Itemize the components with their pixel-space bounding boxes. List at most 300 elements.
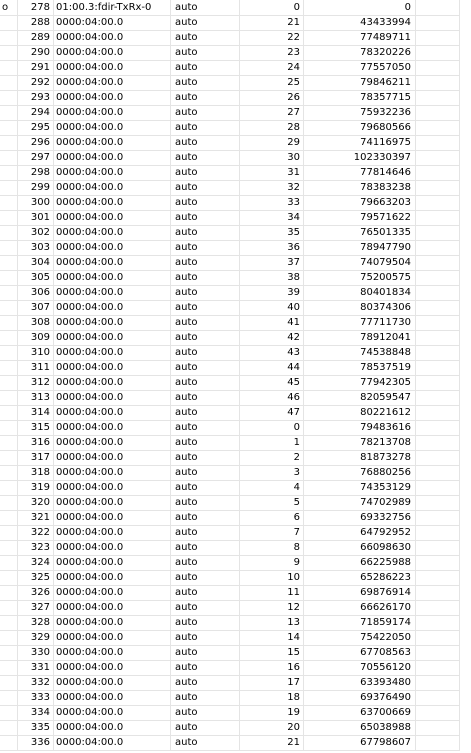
source-cell[interactable]: 01:00.3:fdir-TxRx-0 <box>54 0 171 15</box>
row-id-cell[interactable]: 319 <box>18 480 54 495</box>
count-cell[interactable]: 80221612 <box>304 405 416 420</box>
queue-cell[interactable]: 42 <box>240 330 304 345</box>
count-cell[interactable]: 64792952 <box>304 525 416 540</box>
source-cell[interactable]: 0000:04:00.0 <box>54 90 171 105</box>
marker-cell[interactable] <box>0 645 18 660</box>
source-cell[interactable]: 0000:04:00.0 <box>54 180 171 195</box>
queue-cell[interactable]: 35 <box>240 225 304 240</box>
empty-cell[interactable] <box>416 540 460 555</box>
empty-cell[interactable] <box>416 30 460 45</box>
count-cell[interactable]: 78357715 <box>304 90 416 105</box>
queue-cell[interactable]: 29 <box>240 135 304 150</box>
row-id-cell[interactable]: 318 <box>18 465 54 480</box>
queue-cell[interactable]: 44 <box>240 360 304 375</box>
mode-cell[interactable]: auto <box>171 240 240 255</box>
mode-cell[interactable]: auto <box>171 375 240 390</box>
queue-cell[interactable]: 1 <box>240 435 304 450</box>
mode-cell[interactable]: auto <box>171 330 240 345</box>
row-id-cell[interactable]: 293 <box>18 90 54 105</box>
queue-cell[interactable]: 13 <box>240 615 304 630</box>
empty-cell[interactable] <box>416 705 460 720</box>
row-id-cell[interactable]: 291 <box>18 60 54 75</box>
count-cell[interactable]: 66098630 <box>304 540 416 555</box>
row-id-cell[interactable]: 294 <box>18 105 54 120</box>
mode-cell[interactable]: auto <box>171 570 240 585</box>
mode-cell[interactable]: auto <box>171 285 240 300</box>
row-id-cell[interactable]: 312 <box>18 375 54 390</box>
empty-cell[interactable] <box>416 0 460 15</box>
marker-cell[interactable] <box>0 225 18 240</box>
row-id-cell[interactable]: 327 <box>18 600 54 615</box>
count-cell[interactable]: 71859174 <box>304 615 416 630</box>
mode-cell[interactable]: auto <box>171 510 240 525</box>
marker-cell[interactable] <box>0 495 18 510</box>
count-cell[interactable]: 76880256 <box>304 465 416 480</box>
empty-cell[interactable] <box>416 270 460 285</box>
source-cell[interactable]: 0000:04:00.0 <box>54 615 171 630</box>
empty-cell[interactable] <box>416 285 460 300</box>
source-cell[interactable]: 0000:04:00.0 <box>54 300 171 315</box>
source-cell[interactable]: 0000:04:00.0 <box>54 510 171 525</box>
marker-cell[interactable] <box>0 465 18 480</box>
marker-cell[interactable] <box>0 135 18 150</box>
source-cell[interactable]: 0000:04:00.0 <box>54 675 171 690</box>
count-cell[interactable]: 65286223 <box>304 570 416 585</box>
row-id-cell[interactable]: 306 <box>18 285 54 300</box>
source-cell[interactable]: 0000:04:00.0 <box>54 360 171 375</box>
mode-cell[interactable]: auto <box>171 345 240 360</box>
empty-cell[interactable] <box>416 120 460 135</box>
marker-cell[interactable] <box>0 390 18 405</box>
queue-cell[interactable]: 14 <box>240 630 304 645</box>
marker-cell[interactable] <box>0 150 18 165</box>
mode-cell[interactable]: auto <box>171 90 240 105</box>
source-cell[interactable]: 0000:04:00.0 <box>54 540 171 555</box>
queue-cell[interactable]: 10 <box>240 570 304 585</box>
marker-cell[interactable] <box>0 330 18 345</box>
empty-cell[interactable] <box>416 240 460 255</box>
queue-cell[interactable]: 8 <box>240 540 304 555</box>
count-cell[interactable]: 77814646 <box>304 165 416 180</box>
count-cell[interactable]: 77557050 <box>304 60 416 75</box>
source-cell[interactable]: 0000:04:00.0 <box>54 225 171 240</box>
source-cell[interactable]: 0000:04:00.0 <box>54 450 171 465</box>
queue-cell[interactable]: 20 <box>240 720 304 735</box>
source-cell[interactable]: 0000:04:00.0 <box>54 735 171 750</box>
empty-cell[interactable] <box>416 390 460 405</box>
count-cell[interactable]: 77942305 <box>304 375 416 390</box>
marker-cell[interactable] <box>0 15 18 30</box>
mode-cell[interactable]: auto <box>171 150 240 165</box>
marker-cell[interactable] <box>0 570 18 585</box>
empty-cell[interactable] <box>416 315 460 330</box>
queue-cell[interactable]: 22 <box>240 30 304 45</box>
source-cell[interactable]: 0000:04:00.0 <box>54 30 171 45</box>
marker-cell[interactable] <box>0 105 18 120</box>
marker-cell[interactable] <box>0 615 18 630</box>
marker-cell[interactable] <box>0 360 18 375</box>
row-id-cell[interactable]: 311 <box>18 360 54 375</box>
row-id-cell[interactable]: 331 <box>18 660 54 675</box>
row-id-cell[interactable]: 332 <box>18 675 54 690</box>
row-id-cell[interactable]: 316 <box>18 435 54 450</box>
row-id-cell[interactable]: 334 <box>18 705 54 720</box>
marker-cell[interactable] <box>0 600 18 615</box>
row-id-cell[interactable]: 322 <box>18 525 54 540</box>
mode-cell[interactable]: auto <box>171 165 240 180</box>
row-id-cell[interactable]: 335 <box>18 720 54 735</box>
mode-cell[interactable]: auto <box>171 450 240 465</box>
count-cell[interactable]: 78912041 <box>304 330 416 345</box>
queue-cell[interactable]: 9 <box>240 555 304 570</box>
count-cell[interactable]: 74116975 <box>304 135 416 150</box>
row-id-cell[interactable]: 292 <box>18 75 54 90</box>
mode-cell[interactable]: auto <box>171 465 240 480</box>
source-cell[interactable]: 0000:04:00.0 <box>54 390 171 405</box>
row-id-cell[interactable]: 295 <box>18 120 54 135</box>
count-cell[interactable]: 43433994 <box>304 15 416 30</box>
source-cell[interactable]: 0000:04:00.0 <box>54 690 171 705</box>
count-cell[interactable]: 77489711 <box>304 30 416 45</box>
marker-cell[interactable] <box>0 180 18 195</box>
empty-cell[interactable] <box>416 675 460 690</box>
row-id-cell[interactable]: 326 <box>18 585 54 600</box>
count-cell[interactable]: 79846211 <box>304 75 416 90</box>
queue-cell[interactable]: 25 <box>240 75 304 90</box>
empty-cell[interactable] <box>416 105 460 120</box>
mode-cell[interactable]: auto <box>171 120 240 135</box>
row-id-cell[interactable]: 300 <box>18 195 54 210</box>
count-cell[interactable]: 75422050 <box>304 630 416 645</box>
marker-cell[interactable] <box>0 720 18 735</box>
empty-cell[interactable] <box>416 135 460 150</box>
queue-cell[interactable]: 36 <box>240 240 304 255</box>
source-cell[interactable]: 0000:04:00.0 <box>54 600 171 615</box>
marker-cell[interactable] <box>0 60 18 75</box>
marker-cell[interactable] <box>0 270 18 285</box>
source-cell[interactable]: 0000:04:00.0 <box>54 195 171 210</box>
mode-cell[interactable]: auto <box>171 690 240 705</box>
source-cell[interactable]: 0000:04:00.0 <box>54 75 171 90</box>
mode-cell[interactable]: auto <box>171 405 240 420</box>
count-cell[interactable]: 74353129 <box>304 480 416 495</box>
marker-cell[interactable] <box>0 300 18 315</box>
count-cell[interactable]: 69376490 <box>304 690 416 705</box>
row-id-cell[interactable]: 288 <box>18 15 54 30</box>
queue-cell[interactable]: 0 <box>240 420 304 435</box>
queue-cell[interactable]: 18 <box>240 690 304 705</box>
count-cell[interactable]: 66225988 <box>304 555 416 570</box>
empty-cell[interactable] <box>416 75 460 90</box>
marker-cell[interactable] <box>0 255 18 270</box>
source-cell[interactable]: 0000:04:00.0 <box>54 135 171 150</box>
row-id-cell[interactable]: 305 <box>18 270 54 285</box>
count-cell[interactable]: 74538848 <box>304 345 416 360</box>
empty-cell[interactable] <box>416 585 460 600</box>
count-cell[interactable]: 78537519 <box>304 360 416 375</box>
queue-cell[interactable]: 23 <box>240 45 304 60</box>
mode-cell[interactable]: auto <box>171 255 240 270</box>
source-cell[interactable]: 0000:04:00.0 <box>54 660 171 675</box>
mode-cell[interactable]: auto <box>171 270 240 285</box>
row-id-cell[interactable]: 313 <box>18 390 54 405</box>
mode-cell[interactable]: auto <box>171 300 240 315</box>
empty-cell[interactable] <box>416 330 460 345</box>
source-cell[interactable]: 0000:04:00.0 <box>54 105 171 120</box>
empty-cell[interactable] <box>416 495 460 510</box>
source-cell[interactable]: 0000:04:00.0 <box>54 705 171 720</box>
marker-cell[interactable] <box>0 660 18 675</box>
queue-cell[interactable]: 41 <box>240 315 304 330</box>
empty-cell[interactable] <box>416 60 460 75</box>
empty-cell[interactable] <box>416 645 460 660</box>
count-cell[interactable]: 69332756 <box>304 510 416 525</box>
queue-cell[interactable]: 27 <box>240 105 304 120</box>
empty-cell[interactable] <box>416 225 460 240</box>
source-cell[interactable]: 0000:04:00.0 <box>54 240 171 255</box>
empty-cell[interactable] <box>416 255 460 270</box>
empty-cell[interactable] <box>416 180 460 195</box>
source-cell[interactable]: 0000:04:00.0 <box>54 270 171 285</box>
mode-cell[interactable]: auto <box>171 45 240 60</box>
row-id-cell[interactable]: 304 <box>18 255 54 270</box>
source-cell[interactable]: 0000:04:00.0 <box>54 120 171 135</box>
queue-cell[interactable]: 32 <box>240 180 304 195</box>
marker-cell[interactable] <box>0 630 18 645</box>
empty-cell[interactable] <box>416 165 460 180</box>
count-cell[interactable]: 67708563 <box>304 645 416 660</box>
marker-cell[interactable] <box>0 690 18 705</box>
mode-cell[interactable]: auto <box>171 315 240 330</box>
row-id-cell[interactable]: 289 <box>18 30 54 45</box>
count-cell[interactable]: 102330397 <box>304 150 416 165</box>
mode-cell[interactable]: auto <box>171 360 240 375</box>
queue-cell[interactable]: 21 <box>240 735 304 750</box>
mode-cell[interactable]: auto <box>171 735 240 750</box>
row-id-cell[interactable]: 314 <box>18 405 54 420</box>
empty-cell[interactable] <box>416 90 460 105</box>
empty-cell[interactable] <box>416 480 460 495</box>
source-cell[interactable]: 0000:04:00.0 <box>54 315 171 330</box>
queue-cell[interactable]: 21 <box>240 15 304 30</box>
row-id-cell[interactable]: 308 <box>18 315 54 330</box>
queue-cell[interactable]: 30 <box>240 150 304 165</box>
queue-cell[interactable]: 12 <box>240 600 304 615</box>
source-cell[interactable]: 0000:04:00.0 <box>54 570 171 585</box>
mode-cell[interactable]: auto <box>171 135 240 150</box>
mode-cell[interactable]: auto <box>171 630 240 645</box>
queue-cell[interactable]: 31 <box>240 165 304 180</box>
empty-cell[interactable] <box>416 435 460 450</box>
marker-cell[interactable] <box>0 585 18 600</box>
queue-cell[interactable]: 45 <box>240 375 304 390</box>
row-id-cell[interactable]: 309 <box>18 330 54 345</box>
row-id-cell[interactable]: 323 <box>18 540 54 555</box>
marker-cell[interactable] <box>0 75 18 90</box>
marker-cell[interactable] <box>0 315 18 330</box>
row-id-cell[interactable]: 324 <box>18 555 54 570</box>
empty-cell[interactable] <box>416 630 460 645</box>
mode-cell[interactable]: auto <box>171 180 240 195</box>
queue-cell[interactable]: 5 <box>240 495 304 510</box>
row-id-cell[interactable]: 310 <box>18 345 54 360</box>
queue-cell[interactable]: 28 <box>240 120 304 135</box>
row-id-cell[interactable]: 330 <box>18 645 54 660</box>
marker-cell[interactable] <box>0 555 18 570</box>
source-cell[interactable]: 0000:04:00.0 <box>54 465 171 480</box>
count-cell[interactable]: 79571622 <box>304 210 416 225</box>
row-id-cell[interactable]: 320 <box>18 495 54 510</box>
source-cell[interactable]: 0000:04:00.0 <box>54 525 171 540</box>
mode-cell[interactable]: auto <box>171 540 240 555</box>
row-id-cell[interactable]: 297 <box>18 150 54 165</box>
queue-cell[interactable]: 38 <box>240 270 304 285</box>
mode-cell[interactable]: auto <box>171 390 240 405</box>
mode-cell[interactable]: auto <box>171 105 240 120</box>
empty-cell[interactable] <box>416 615 460 630</box>
mode-cell[interactable]: auto <box>171 60 240 75</box>
count-cell[interactable]: 77711730 <box>304 315 416 330</box>
empty-cell[interactable] <box>416 210 460 225</box>
marker-cell[interactable] <box>0 345 18 360</box>
empty-cell[interactable] <box>416 555 460 570</box>
row-id-cell[interactable]: 278 <box>18 0 54 15</box>
mode-cell[interactable]: auto <box>171 75 240 90</box>
empty-cell[interactable] <box>416 720 460 735</box>
row-id-cell[interactable]: 303 <box>18 240 54 255</box>
mode-cell[interactable]: auto <box>171 15 240 30</box>
source-cell[interactable]: 0000:04:00.0 <box>54 435 171 450</box>
marker-cell[interactable] <box>0 405 18 420</box>
mode-cell[interactable]: auto <box>171 645 240 660</box>
row-id-cell[interactable]: 301 <box>18 210 54 225</box>
mode-cell[interactable]: auto <box>171 675 240 690</box>
mode-cell[interactable]: auto <box>171 480 240 495</box>
queue-cell[interactable]: 24 <box>240 60 304 75</box>
row-id-cell[interactable]: 299 <box>18 180 54 195</box>
row-id-cell[interactable]: 298 <box>18 165 54 180</box>
queue-cell[interactable]: 2 <box>240 450 304 465</box>
mode-cell[interactable]: auto <box>171 615 240 630</box>
row-id-cell[interactable]: 333 <box>18 690 54 705</box>
empty-cell[interactable] <box>416 525 460 540</box>
count-cell[interactable]: 79680566 <box>304 120 416 135</box>
count-cell[interactable]: 70556120 <box>304 660 416 675</box>
empty-cell[interactable] <box>416 690 460 705</box>
empty-cell[interactable] <box>416 450 460 465</box>
empty-cell[interactable] <box>416 510 460 525</box>
queue-cell[interactable]: 33 <box>240 195 304 210</box>
mode-cell[interactable]: auto <box>171 720 240 735</box>
mode-cell[interactable]: auto <box>171 225 240 240</box>
marker-cell[interactable] <box>0 375 18 390</box>
marker-cell[interactable] <box>0 705 18 720</box>
queue-cell[interactable]: 47 <box>240 405 304 420</box>
count-cell[interactable]: 79483616 <box>304 420 416 435</box>
mode-cell[interactable]: auto <box>171 660 240 675</box>
count-cell[interactable]: 75932236 <box>304 105 416 120</box>
source-cell[interactable]: 0000:04:00.0 <box>54 15 171 30</box>
marker-cell[interactable] <box>0 675 18 690</box>
empty-cell[interactable] <box>416 15 460 30</box>
marker-cell[interactable] <box>0 165 18 180</box>
count-cell[interactable]: 80401834 <box>304 285 416 300</box>
empty-cell[interactable] <box>416 375 460 390</box>
queue-cell[interactable]: 19 <box>240 705 304 720</box>
queue-cell[interactable]: 26 <box>240 90 304 105</box>
source-cell[interactable]: 0000:04:00.0 <box>54 720 171 735</box>
empty-cell[interactable] <box>416 360 460 375</box>
source-cell[interactable]: 0000:04:00.0 <box>54 630 171 645</box>
queue-cell[interactable]: 43 <box>240 345 304 360</box>
source-cell[interactable]: 0000:04:00.0 <box>54 645 171 660</box>
empty-cell[interactable] <box>416 150 460 165</box>
count-cell[interactable]: 63700669 <box>304 705 416 720</box>
marker-cell[interactable] <box>0 45 18 60</box>
queue-cell[interactable]: 46 <box>240 390 304 405</box>
empty-cell[interactable] <box>416 420 460 435</box>
count-cell[interactable]: 78320226 <box>304 45 416 60</box>
marker-cell[interactable] <box>0 195 18 210</box>
source-cell[interactable]: 0000:04:00.0 <box>54 585 171 600</box>
empty-cell[interactable] <box>416 300 460 315</box>
mode-cell[interactable]: auto <box>171 705 240 720</box>
source-cell[interactable]: 0000:04:00.0 <box>54 60 171 75</box>
empty-cell[interactable] <box>416 345 460 360</box>
mode-cell[interactable]: auto <box>171 195 240 210</box>
queue-cell[interactable]: 3 <box>240 465 304 480</box>
empty-cell[interactable] <box>416 570 460 585</box>
queue-cell[interactable]: 40 <box>240 300 304 315</box>
empty-cell[interactable] <box>416 465 460 480</box>
source-cell[interactable]: 0000:04:00.0 <box>54 210 171 225</box>
marker-cell[interactable] <box>0 90 18 105</box>
empty-cell[interactable] <box>416 735 460 750</box>
queue-cell[interactable]: 6 <box>240 510 304 525</box>
row-id-cell[interactable]: 317 <box>18 450 54 465</box>
row-id-cell[interactable]: 336 <box>18 735 54 750</box>
count-cell[interactable]: 80374306 <box>304 300 416 315</box>
mode-cell[interactable]: auto <box>171 495 240 510</box>
marker-cell[interactable] <box>0 510 18 525</box>
mode-cell[interactable]: auto <box>171 600 240 615</box>
marker-cell[interactable] <box>0 210 18 225</box>
marker-cell[interactable] <box>0 240 18 255</box>
empty-cell[interactable] <box>416 600 460 615</box>
count-cell[interactable]: 66626170 <box>304 600 416 615</box>
count-cell[interactable]: 67798607 <box>304 735 416 750</box>
marker-cell[interactable] <box>0 30 18 45</box>
count-cell[interactable]: 78213708 <box>304 435 416 450</box>
row-id-cell[interactable]: 328 <box>18 615 54 630</box>
marker-cell[interactable] <box>0 480 18 495</box>
queue-cell[interactable]: 37 <box>240 255 304 270</box>
queue-cell[interactable]: 34 <box>240 210 304 225</box>
marker-cell[interactable] <box>0 120 18 135</box>
row-id-cell[interactable]: 290 <box>18 45 54 60</box>
queue-cell[interactable]: 0 <box>240 0 304 15</box>
queue-cell[interactable]: 17 <box>240 675 304 690</box>
empty-cell[interactable] <box>416 660 460 675</box>
empty-cell[interactable] <box>416 405 460 420</box>
queue-cell[interactable]: 39 <box>240 285 304 300</box>
count-cell[interactable]: 78383238 <box>304 180 416 195</box>
source-cell[interactable]: 0000:04:00.0 <box>54 345 171 360</box>
source-cell[interactable]: 0000:04:00.0 <box>54 150 171 165</box>
row-id-cell[interactable]: 296 <box>18 135 54 150</box>
count-cell[interactable]: 63393480 <box>304 675 416 690</box>
queue-cell[interactable]: 11 <box>240 585 304 600</box>
